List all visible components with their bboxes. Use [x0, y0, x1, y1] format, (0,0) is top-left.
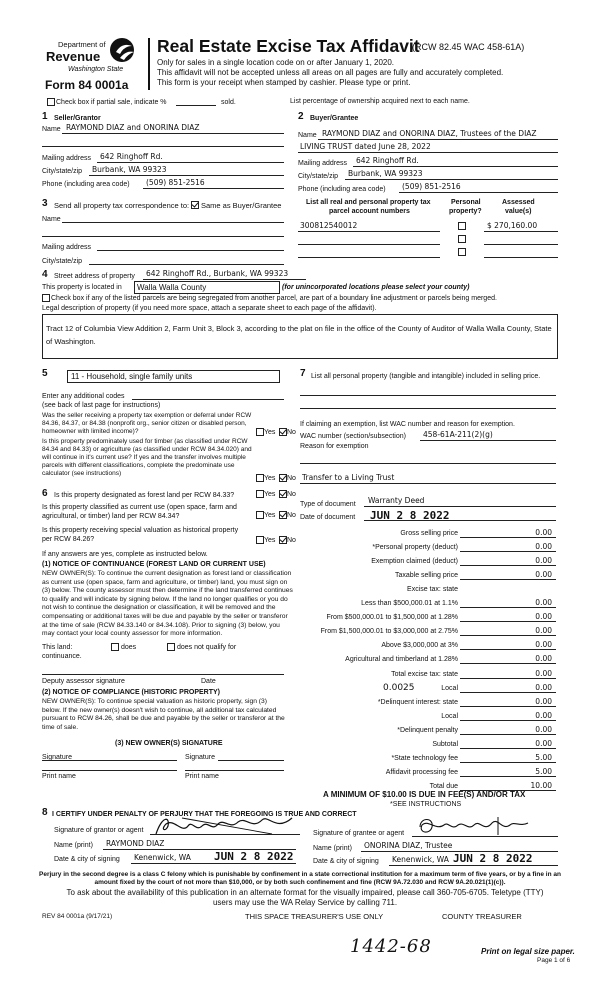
parcel-line-3: [298, 257, 440, 258]
historic-yes-checkbox[interactable]: [256, 536, 264, 544]
section-3-number: 3: [42, 198, 48, 209]
parcel-line-2: [298, 244, 440, 245]
grantee-sig-label: Signature of grantee or agent: [313, 830, 405, 837]
personal-property-label: List all personal property (tangible and intangible) included in selling price.: [311, 373, 541, 380]
same-as-buyer-label: Same as Buyer/Grantee: [201, 201, 282, 210]
segregation-checkbox[interactable]: [42, 294, 50, 302]
grantor-sig-line: [150, 834, 300, 835]
timber-no-label: No: [287, 475, 296, 482]
tax-row-value[interactable]: 0.00: [535, 669, 552, 678]
this-land-label: This land:: [42, 644, 73, 651]
tax-row-value[interactable]: 0.00: [535, 542, 552, 551]
doc-type[interactable]: Warranty Deed: [368, 496, 425, 505]
section-8-number: 8: [42, 807, 48, 818]
county-treasurer: COUNTY TREASURER: [442, 912, 522, 921]
exemption-claim-label: If claiming an exemption, list WAC number and reason for exemption.: [300, 421, 515, 428]
street-line: [143, 279, 306, 280]
tax-row-value[interactable]: 0.00: [535, 640, 552, 649]
buyer-phone-label: Phone (including area code): [298, 186, 386, 193]
same-as-buyer-checkbox[interactable]: [191, 201, 199, 209]
tax-row-line: [460, 635, 556, 636]
exemption-yes-checkbox[interactable]: [256, 428, 264, 436]
section-1-number: 1: [42, 111, 48, 122]
tax-row-label: From $500,000.01 to $1,500,000 at 1.28%: [326, 614, 458, 621]
buyer-name-2[interactable]: LIVING TRUST dated June 28, 2022: [300, 142, 431, 151]
buyer-name-1[interactable]: RAYMOND DIAZ and ONORINA DIAZ, Trustees of the DIAZ: [322, 129, 537, 138]
exemption-question: Was the seller receiving a property tax exemption or deferral under RCW 84.36, 84.37, or 84.38 (nonprofit org., senior citizen or disabled person, homeowner with limited income)?: [42, 412, 252, 435]
revenue-logo-text: Revenue: [46, 49, 101, 64]
street-label: Street address of property: [54, 273, 135, 280]
tax-row-value[interactable]: 0.00: [535, 654, 552, 663]
tax-row-value[interactable]: 0.00: [535, 626, 552, 635]
timber-question: Is this property predominately used for timber (as classified under RCW 84.34 and 84.33) or agriculture (as classified under RCW 84.34.020) and will continue in it's current use? If yes and the transfer involves multiple parcels with different classifications, complete the predominate use calculator (see instructions): [42, 438, 252, 477]
tax-row-label: Taxable selling price: [394, 572, 458, 579]
exemption-no-checkbox[interactable]: [279, 428, 287, 436]
personal-property-checkbox-2[interactable]: [458, 235, 466, 243]
tax-row-value[interactable]: 0.00: [535, 697, 552, 706]
parcel-header-2: Personal: [451, 199, 481, 206]
historic-yes-label: Yes: [264, 537, 276, 544]
assessed-value[interactable]: $ 270,160.00: [487, 221, 538, 230]
doc-type-line: [364, 506, 556, 507]
reason-line-2: [300, 483, 556, 484]
tax-row-line: [460, 734, 556, 735]
tax-row-line: [460, 649, 556, 650]
personal-property-checkbox-1[interactable]: [458, 222, 466, 230]
parcel-number[interactable]: 300812540012: [300, 221, 358, 230]
personal-property-checkbox-3[interactable]: [458, 248, 466, 256]
grantor-city[interactable]: Kenenwick, WA: [134, 853, 191, 862]
local-rate[interactable]: 0.0025: [383, 683, 415, 693]
deputy-signature-line: [42, 674, 284, 675]
tax-row-label: *Personal property (deduct): [372, 544, 458, 551]
see-instructions-note: *SEE INSTRUCTIONS: [390, 801, 462, 808]
seller-mail[interactable]: 642 Ringhoff Rd.: [100, 152, 163, 161]
notice-compliance-text: NEW OWNER(S): To continue special valuation as historic property, sign (3) below. If the new owner(s) doesn't wish to continue, all additional tax calculated pursuant to RCW 84.26, shall be due and payable by the seller or transferor at the time of sale.: [42, 698, 285, 731]
does-not-label: does not qualify for: [177, 644, 237, 651]
value-line-1: [484, 231, 558, 232]
exemption-reason[interactable]: Transfer to a Living Trust: [302, 473, 395, 482]
tax-row-label: Exemption claimed (deduct): [371, 558, 458, 565]
seller-mail-line: [97, 162, 284, 163]
notice-continuance-text: NEW OWNER(S): To continue the current designation as forest land or classification as current use (open space, farm and agriculture, or timber) land, you must sign on (3) below. The county assessor must then determine if the land transferred continues to qualify and will indicate by signing below. If the land no longer qualifies or you do not wish to continue the designation or classification, it will be removed and the compensating or additional taxes will be due and payable by the seller or transferor at the time of sale (RCW 84.33.140 or 84.34.108). Prior to signing (3) below, you may contact your local county assessor for more information.: [42, 570, 293, 638]
handwritten-number: 1442-68: [350, 936, 432, 957]
tax-row-line: [460, 762, 556, 763]
tax-row-value[interactable]: 5.00: [535, 767, 552, 776]
seller-name[interactable]: RAYMOND DIAZ and ONORINA DIAZ: [66, 123, 200, 132]
tax-row-line: [460, 706, 556, 707]
dept-label: Department of: [58, 40, 106, 49]
timber-no-checkbox[interactable]: [279, 474, 287, 482]
signature-line-1: [42, 760, 177, 761]
county-note: (for unincorporated locations please select your county): [282, 284, 470, 291]
revision: REV 84 0001a (9/17/21): [42, 913, 113, 920]
seller-name-label: Name: [42, 126, 61, 133]
notice-continuance-heading: (1) NOTICE OF CONTINUANCE (FOREST LAND OR CURRENT USE): [42, 561, 266, 568]
header-divider: [148, 38, 150, 90]
print-label-1: Print name: [42, 773, 76, 780]
sec3-name-line: [62, 222, 284, 223]
parcel-header-2b: property?: [449, 208, 482, 215]
current-use-no-checkbox[interactable]: [279, 511, 287, 519]
tax-row-label: From $1,500,000.01 to $3,000,000 at 2.75%: [320, 628, 458, 635]
grantor-sig-label: Signature of grantor or agent: [54, 827, 144, 834]
wac-line: [420, 440, 556, 441]
tax-row-label: Gross selling price: [400, 530, 458, 537]
partial-sale-label: Check box if partial sale, indicate %: [56, 99, 167, 106]
tax-row-label: Above $3,000,000 at 3%: [381, 642, 458, 649]
print-line-1: [42, 770, 177, 771]
personal-property-line-1: [300, 395, 556, 396]
tax-row-line: [460, 607, 556, 608]
seller-blank-line: [42, 146, 284, 147]
grantor-date[interactable]: JUN 2 8 2022: [214, 850, 294, 863]
grantor-name-label: Name (print): [54, 842, 93, 849]
tax-row-value[interactable]: 0.00: [535, 528, 552, 537]
revenue-logo-icon: [108, 36, 138, 64]
additional-codes-label: Enter any additional codes: [42, 393, 125, 400]
section-4-number: 4: [42, 269, 48, 280]
forest-no-checkbox[interactable]: [279, 490, 287, 498]
grantor-name[interactable]: RAYMOND DIAZ: [106, 839, 165, 848]
seller-heading: Seller/Grantor: [54, 115, 101, 122]
grantee-name[interactable]: ONORINA DIAZ, Trustee: [364, 841, 453, 850]
seller-phone[interactable]: (509) 851-2516: [146, 178, 205, 187]
tax-row-line: [460, 551, 556, 552]
buyer-city[interactable]: Burbank, WA 99323: [348, 169, 423, 178]
legal-description-box[interactable]: [42, 314, 558, 359]
tax-row-line: [460, 692, 556, 693]
new-owner-signature-heading: (3) NEW OWNER(S) SIGNATURE: [115, 740, 223, 747]
if-any-yes: If any answers are yes, complete as instructed below.: [42, 551, 208, 558]
tax-row-line: [460, 565, 556, 566]
land-use-code-value: 11 - Household, single family units: [71, 372, 193, 381]
signature-label-2: Signature: [185, 754, 215, 761]
grantee-date-line: [389, 865, 558, 866]
page-number: Page 1 of 6: [537, 957, 571, 964]
deputy-signature-label: Deputy assessor signature: [42, 678, 125, 685]
section-5-number: 5: [42, 368, 48, 379]
tax-row-value[interactable]: 0.00: [535, 711, 552, 720]
sold-label: sold.: [221, 99, 236, 106]
tax-row-line: [460, 678, 556, 679]
exemption-no-label: No: [287, 429, 296, 436]
tax-row-label: Less than $500,000.01 at 1.1%: [361, 600, 458, 607]
forest-no-label: No: [287, 491, 296, 498]
seller-phone-label: Phone (including area code): [42, 181, 130, 188]
seller-city[interactable]: Burbank, WA 99323: [92, 165, 167, 174]
tax-row-value[interactable]: 0.00: [535, 570, 552, 579]
tax-row-label: Affidavit processing fee: [385, 769, 458, 776]
seller-phone-line: [143, 188, 284, 189]
tax-row-line: [460, 720, 556, 721]
seller-city-label: City/state/zip: [42, 168, 83, 175]
rcw-reference: (RCW 82.45 WAC 458-61A): [412, 42, 525, 52]
legal-size-note: Print on legal size paper.: [481, 947, 575, 956]
forest-yes-checkbox[interactable]: [256, 490, 264, 498]
tax-row-line: [460, 537, 556, 538]
partial-sale-checkbox[interactable]: [47, 98, 55, 106]
does-not-checkbox[interactable]: [167, 643, 175, 651]
treasurer-use: THIS SPACE TREASURER'S USE ONLY: [245, 912, 384, 921]
tax-row-value[interactable]: 0.00: [535, 725, 552, 734]
minimum-due: A MINIMUM OF $10.00 IS DUE IN FEE(S) AND/OR TAX: [323, 790, 526, 799]
buyer-name-label: Name: [298, 132, 317, 139]
grantor-date-line: [131, 863, 296, 864]
land-use-code-select[interactable]: [67, 370, 280, 383]
buyer-mail[interactable]: 642 Ringhoff Rd.: [356, 156, 419, 165]
doc-date[interactable]: JUN 2 8 2022: [370, 509, 450, 522]
section-2-number: 2: [298, 111, 304, 122]
current-use-yes-label: Yes: [264, 512, 276, 519]
buyer-phone[interactable]: (509) 851-2516: [402, 182, 461, 191]
tax-row-label: Local: [441, 713, 458, 720]
grantor-date-label: Date & city of signing: [54, 856, 120, 863]
tax-row-label: Excise tax: state: [407, 586, 458, 593]
doc-date-label: Date of document: [300, 514, 356, 521]
tax-row-label: Total excise tax: state: [391, 671, 458, 678]
street-address[interactable]: 642 Ringhoff Rd., Burbank, WA 99323: [146, 269, 289, 278]
notice-compliance-heading: (2) NOTICE OF COMPLIANCE (HISTORIC PROPERTY): [42, 689, 220, 696]
buyer-mail-line: [353, 166, 558, 167]
grantee-city[interactable]: Kenenwick, WA: [392, 855, 449, 864]
state-label: Washington State: [68, 66, 124, 73]
parcel-header-3: Assessed: [502, 199, 535, 206]
wac-label: WAC number (section/subsection): [300, 433, 406, 440]
header-note-2: This affidavit will not be accepted unless all areas on all pages are fully and accurately completed.: [157, 68, 504, 77]
print-line-2: [185, 770, 284, 771]
doc-date-line: [364, 520, 556, 521]
parcel-header-1: List all real and personal property tax: [306, 199, 431, 206]
signature-line-2: [218, 760, 284, 761]
buyer-name-line: [318, 139, 558, 140]
grantee-date[interactable]: JUN 2 8 2022: [453, 852, 533, 865]
tax-row-label: Agricultural and timberland at 1.28%: [345, 656, 458, 663]
partial-pct-line: [176, 105, 216, 106]
tax-row-line: [460, 663, 556, 664]
parcel-header-3b: value(s): [505, 208, 532, 215]
historic-no-checkbox[interactable]: [279, 536, 287, 544]
form-number: Form 84 0001a: [45, 78, 129, 92]
does-label: does: [121, 644, 137, 651]
grantor-signature[interactable]: [152, 812, 297, 840]
tax-row-value[interactable]: 10.00: [530, 781, 552, 790]
tax-row-line: [460, 776, 556, 777]
tax-row-label: Total due: [429, 783, 458, 790]
sec3-name-label: Name: [42, 216, 61, 223]
sec3-city-line: [89, 264, 284, 265]
reason-label: Reason for exemption: [300, 443, 369, 450]
segregation-label: Check box if any of the listed parcels are being segregated from another parcel, are part of a boundary line adjustment or parcels being merged.: [51, 295, 497, 302]
legal-desc-label: Legal description of property (if you need more space, attach a separate sheet to each page of the affidavit).: [42, 305, 377, 312]
accessibility-notice: To ask about the availability of this publication in an alternate format for the visually impaired, please call 360-705-6705. Teletype (TTY) users may use the WA Relay Service by calling 711.: [66, 888, 544, 907]
parcel-header-1b: parcel account numbers: [329, 208, 410, 215]
buyer-phone-line: [399, 192, 558, 193]
section-6-number: 6: [42, 488, 48, 499]
continuance-label: continuance.: [42, 653, 82, 660]
current-use-no-label: No: [287, 512, 296, 519]
current-use-yes-checkbox[interactable]: [256, 511, 264, 519]
additional-codes-line: [132, 399, 284, 400]
see-instructions: (see back of last page for instructions): [42, 402, 161, 409]
timber-yes-label: Yes: [264, 475, 276, 482]
reason-line-1: [300, 463, 556, 464]
county-label: This property is located in: [42, 284, 122, 291]
current-use-question: Is this property classified as current use (open space, farm and agricultural, or timber) land per RCW 84.34?: [42, 504, 237, 520]
timber-yes-checkbox[interactable]: [256, 474, 264, 482]
sec3-mail-line: [97, 250, 284, 251]
tax-row-label: *Delinquent penalty: [397, 727, 458, 734]
parcel-line-1: [298, 231, 440, 232]
header-note-3: This form is your receipt when stamped by cashier. Please type or print.: [157, 78, 411, 87]
exemption-yes-label: Yes: [264, 429, 276, 436]
sec3-label: Send all property tax correspondence to:: [54, 201, 190, 210]
buyer-mail-label: Mailing address: [298, 160, 348, 167]
tax-row-label: Local: [441, 685, 458, 692]
form-title: Real Estate Excise Tax Affidavit: [157, 36, 420, 56]
buyer-heading: Buyer/Grantee: [310, 115, 359, 122]
forest-question: Is this property designated as forest land per RCW 84.33?: [54, 492, 235, 499]
wac-number[interactable]: 458-61A-211(2)(g): [423, 430, 493, 439]
tax-row-value[interactable]: 0.00: [535, 739, 552, 748]
buyer-name2-line: [298, 152, 558, 153]
sec3-mail-label: Mailing address: [42, 244, 92, 251]
tax-row-line: [460, 621, 556, 622]
perjury-notice: Perjury in the second degree is a class C felony which is punishable by confinement in a state correctional institution for a maximum term of five years, or by a fine in an amount fixed by the court of not more than $10,000, or by both such confinement and fine (RCW 9A.72.030 and RCW 9A.20.021(1)(c)).: [39, 871, 561, 886]
header-note-1: Only for sales in a single location code on or after January 1, 2020.: [157, 58, 395, 67]
value-line-3: [484, 257, 558, 258]
buyer-city-label: City/state/zip: [298, 173, 339, 180]
grantee-sig-line: [412, 836, 558, 837]
does-checkbox[interactable]: [111, 643, 119, 651]
seller-mail-label: Mailing address: [42, 155, 92, 162]
grantee-name-label: Name (print): [313, 845, 352, 852]
tax-row-value[interactable]: 0.00: [535, 612, 552, 621]
section-7-number: 7: [300, 368, 306, 379]
tax-row-value[interactable]: 0.00: [535, 598, 552, 607]
print-label-2: Print name: [185, 773, 219, 780]
forest-yes-label: Yes: [264, 491, 276, 498]
grantee-date-label: Date & city of signing: [313, 858, 379, 865]
seller-city-line: [89, 175, 284, 176]
tax-row-label: *State technology fee: [391, 755, 458, 762]
tax-row-line: [460, 748, 556, 749]
certify-text: I CERTIFY UNDER PENALTY OF PERJURY THAT THE FOREGOING IS TRUE AND CORRECT: [52, 811, 357, 818]
doc-type-label: Type of document: [300, 501, 356, 508]
tax-row-label: Subtotal: [432, 741, 458, 748]
value-line-2: [484, 244, 558, 245]
seller-name-line: [62, 133, 284, 134]
signature-label-1: Signature: [42, 754, 72, 761]
sec3-blank-line: [42, 236, 284, 237]
tax-row-label: *Delinquent interest: state: [377, 699, 458, 706]
personal-property-line-2: [300, 408, 556, 409]
historic-no-label: No: [287, 537, 296, 544]
tax-row-line: [460, 579, 556, 580]
county-select[interactable]: [134, 281, 280, 294]
sec3-city-label: City/state/zip: [42, 258, 83, 265]
tax-row-value[interactable]: 5.00: [535, 753, 552, 762]
buyer-city-line: [345, 179, 558, 180]
tax-row-value[interactable]: 0.00: [535, 556, 552, 565]
list-pct-note: List percentage of ownership acquired next to each name.: [290, 98, 470, 105]
county-value: Walla Walla County: [137, 283, 207, 292]
legal-description: Tract 12 of Columbia View Addition 2, Farm Unit 3, Block 3, according to the plat on file in the office of the County of Auditor of Walla Walla County, State of Washington.: [46, 324, 552, 346]
historic-question: Is this property receiving special valuation as historical property per RCW 84.26?: [42, 527, 239, 543]
tax-row-value[interactable]: 0.00: [535, 683, 552, 692]
deputy-date-label: Date: [201, 678, 216, 685]
